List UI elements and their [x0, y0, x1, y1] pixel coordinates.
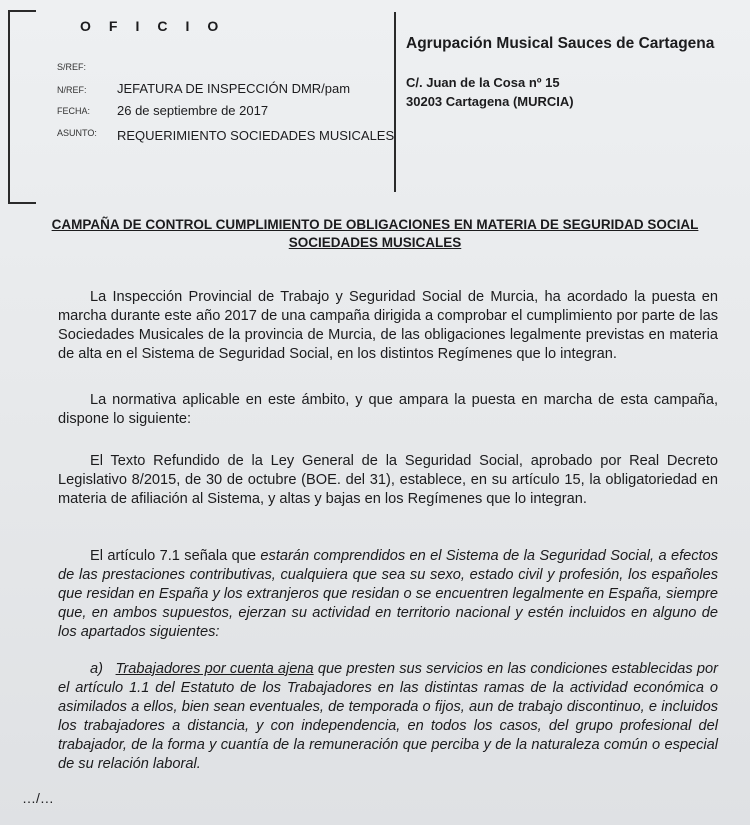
paragraph-intro-text: La Inspección Provincial de Trabajo y Seguridad Social de Murcia, ha acordado la puesta en marcha durante este año 2017 de una campaña dirigida a comprobar el cumplimiento por parte de las Sociedades Musicales de la provincia de Murcia, de las obligaciones legalmente previstas en materia de alta en el Sistema de Seguridad Social, en los distintos Regímenes que lo integran.	[58, 289, 718, 362]
fecha-label: FECHA:	[57, 106, 91, 116]
sref-label: S/REF:	[57, 62, 87, 72]
nref-value: JEFATURA DE INSPECCIÓN DMR/pam	[117, 81, 351, 96]
document-subtitle: SOCIEDADES MUSICALES	[288, 235, 462, 250]
header-divider	[394, 12, 396, 192]
asunto-label: ASUNTO:	[57, 128, 97, 138]
fecha-value: 26 de septiembre de 2017	[117, 103, 269, 118]
item-a-text: que presten sus servicios en las condiciones establecidas por el artículo 1.1 del Estatuto de los Trabajadores en las distintas ramas de la actividad económica o asimilados a ellos, bien sean eventuales, de temporada o fijos, aun de trabajo discontinuo, e incluidos los trabajadores a distancia, y con independencia, en todos los casos, del grupo profesional del trabajador, de la forma y cuantía de la remuneración que perciba y de la naturaleza común o especial de su relación laboral.	[58, 661, 718, 772]
continued-marker: …/…	[22, 790, 54, 806]
recipient-city: 30203 Cartagena (MURCIA)	[406, 94, 574, 109]
header-bracket	[8, 10, 36, 204]
paragraph-item-a	[58, 660, 718, 774]
paragraph-normativa-text: La normativa aplicable en este ámbito, y que ampara la puesta en marcha de esta campaña, dispone lo siguiente:	[58, 392, 718, 427]
recipient-name: Agrupación Musical Sauces de Cartagena	[406, 35, 715, 52]
item-a-letter: a)	[90, 661, 103, 677]
paragraph-ley-general	[58, 452, 718, 509]
paragraph-articulo-7-lead: El artículo 7.1 señala que	[90, 548, 261, 564]
nref-label: N/REF:	[57, 85, 87, 95]
document-title: CAMPAÑA DE CONTROL CUMPLIMIENTO DE OBLIGACIONES EN MATERIA DE SEGURIDAD SOCIAL	[51, 217, 699, 232]
paragraph-normativa	[58, 391, 718, 429]
oficio-label: OFICIO	[80, 18, 237, 34]
item-a-heading: Trabajadores por cuenta ajena	[115, 661, 314, 677]
paragraph-articulo-7-quote: estarán comprendidos en el Sistema de la Seguridad Social, a efectos de las prestaciones contributivas, cualquiera que sea su sexo, estado civil y profesión, los españoles que residan en España y los extranjeros que residan o se encuentren legalmente en España, siempre que, en ambos supuestos, ejerzan su actividad en territorio nacional y estén incluidos en alguno de los apartados siguientes:	[58, 548, 719, 640]
recipient-address: C/. Juan de la Cosa nº 15	[406, 75, 560, 90]
asunto-value: REQUERIMIENTO SOCIEDADES MUSICALES	[117, 128, 395, 143]
paragraph-ley-general-text: El Texto Refundido de la Ley General de la Seguridad Social, aprobado por Real Decreto Legislativo 8/2015, de 30 de octubre (BOE. del 31), establece, en su artículo 15, la obligatoriedad en materia de afiliación al Sistema, y altas y bajas en los Regímenes que lo integran.	[58, 453, 718, 507]
paragraph-articulo-7	[58, 547, 718, 642]
paragraph-intro	[58, 288, 718, 364]
